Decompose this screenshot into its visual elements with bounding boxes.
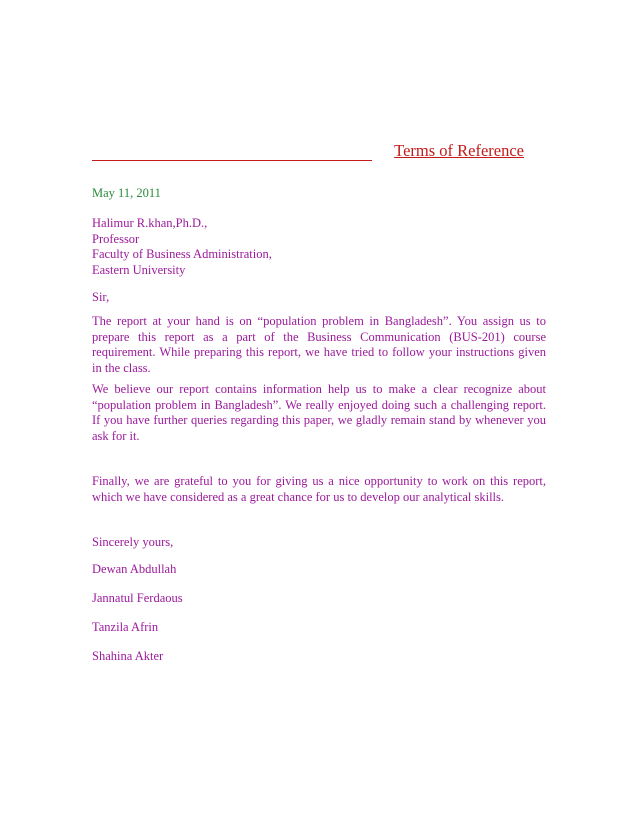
paragraph-intro: The report at your hand is on “population problem in Bangladesh”. You assign us to prepare this report as a part of the Business Communication (BUS-201) course requirement. While preparing this report, we have tried to follow your instructions given in the class. bbox=[92, 314, 546, 375]
paragraph-gratitude: Finally, we are grateful to you for giving us a nice opportunity to work on this report, which we have considered as a great chance for us to develop our analytical skills. bbox=[92, 474, 546, 504]
salutation: Sir, bbox=[92, 290, 110, 304]
page-title: Terms of Reference bbox=[394, 141, 524, 160]
signatory-name: Shahina Akter bbox=[92, 649, 164, 663]
paragraph-belief: We believe our report contains information help us to make a clear recognize about “population problem in Bangladesh”. We really enjoyed doing such a challenging report. If you have further queries regarding this paper, we gladly remain stand by whenever you ask for it. bbox=[92, 382, 546, 443]
recipient-position: Professor bbox=[92, 231, 140, 246]
recipient-department: Faculty of Business Administration, bbox=[92, 247, 272, 261]
heading-rule bbox=[92, 160, 372, 161]
closing: Sincerely yours, bbox=[92, 535, 174, 549]
letter-date: May 11, 2011 bbox=[92, 186, 161, 200]
signatory-name: Dewan Abdullah bbox=[92, 562, 177, 576]
heading-row bbox=[92, 140, 524, 164]
recipient-address bbox=[92, 216, 546, 278]
recipient-name: Halimur R.khan,Ph.D., bbox=[92, 216, 208, 230]
signatory-name: Tanzila Afrin bbox=[92, 620, 159, 634]
recipient-institution: Eastern University bbox=[92, 262, 186, 277]
signatory-name: Jannatul Ferdaous bbox=[92, 591, 183, 605]
